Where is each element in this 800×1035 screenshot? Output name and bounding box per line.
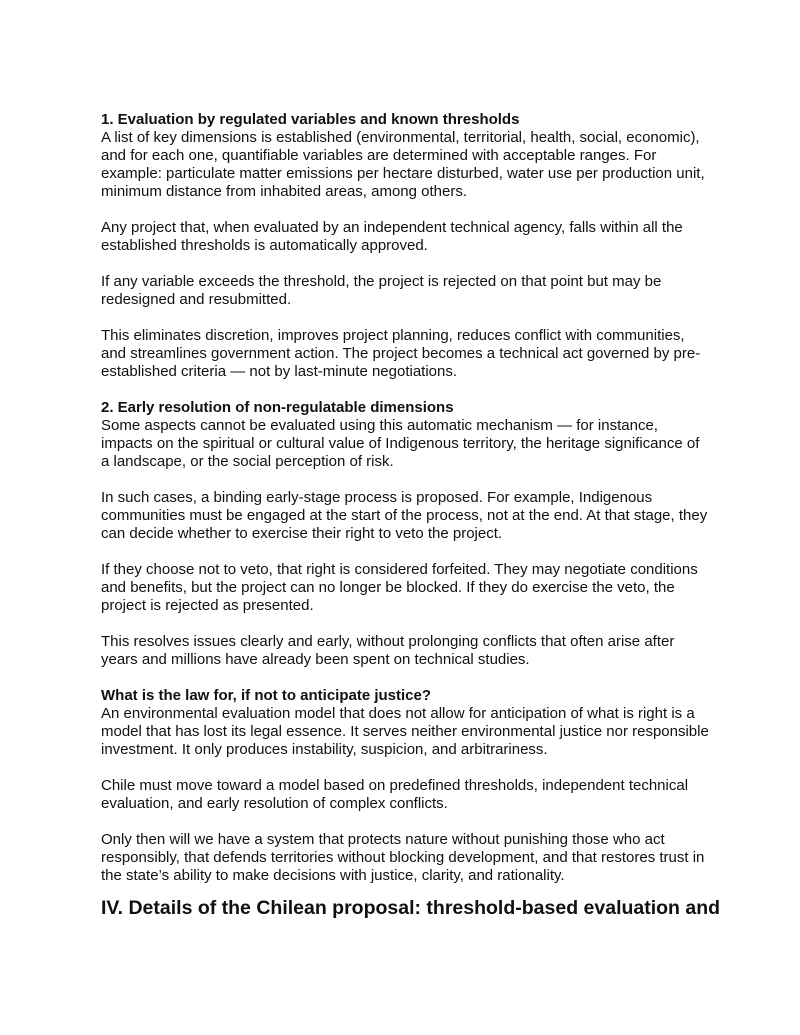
paragraph: An environmental evaluation model that does not allow for anticipation of what is right is a model that has lost its legal essence. It serves neither environmental justice nor responsible investment. It only produces instability, suspicion, and arbitrariness. — [101, 705, 709, 758]
paragraph: This eliminates discretion, improves project planning, reduces conflict with communities, and streamlines government action. The project becomes a technical act governed by pre-established criteria — not by last-minute negotiations. — [101, 327, 701, 380]
section-regulated-variables — [101, 111, 711, 381]
paragraph: Chile must move toward a model based on predefined thresholds, independent technical evaluation, and early resolution of complex conflicts. — [101, 777, 689, 812]
paragraph: This resolves issues clearly and early, without prolonging conflicts that often arise after years and millions have already been spent on technical studies. — [101, 633, 675, 668]
paragraph: If any variable exceeds the threshold, the project is rejected on that point but may be redesigned and resubmitted. — [101, 273, 662, 308]
paragraph: Any project that, when evaluated by an independent technical agency, falls within all the established thresholds is automatically approved. — [101, 219, 683, 254]
section-heading: 2. Early resolution of non-regulatable dimensions — [101, 399, 454, 416]
section-early-resolution — [101, 399, 711, 669]
chapter-heading: IV. Details of the Chilean proposal: threshold-based evaluation and — [101, 897, 721, 919]
section-law-justice — [101, 687, 711, 885]
document-page — [101, 111, 721, 920]
section-heading: 1. Evaluation by regulated variables and known thresholds — [101, 111, 520, 128]
paragraph: Some aspects cannot be evaluated using this automatic mechanism — for instance, impacts on the spiritual or cultural value of Indigenous territory, the heritage significance of a landscape, or the social perception of risk. — [101, 417, 700, 470]
paragraph: A list of key dimensions is established (environmental, territorial, health, social, economic), and for each one, quantifiable variables are determined with acceptable ranges. For example: particulate matter emissions per hectare disturbed, water use per production unit, minimum distance from inhabited areas, among others. — [101, 129, 705, 200]
paragraph: Only then will we have a system that protects nature without punishing those who act responsibly, that defends territories without blocking development, and that restores trust in the state’s ability to make decisions with justice, clarity, and rationality. — [101, 831, 705, 884]
paragraph: In such cases, a binding early-stage process is proposed. For example, Indigenous communities must be engaged at the start of the process, not at the end. At that stage, they can decide whether to exercise their right to veto the project. — [101, 489, 708, 542]
section-heading: What is the law for, if not to anticipate justice? — [101, 687, 432, 704]
paragraph: If they choose not to veto, that right is considered forfeited. They may negotiate conditions and benefits, but the project can no longer be blocked. If they do exercise the veto, the project is rejected as presented. — [101, 561, 698, 614]
